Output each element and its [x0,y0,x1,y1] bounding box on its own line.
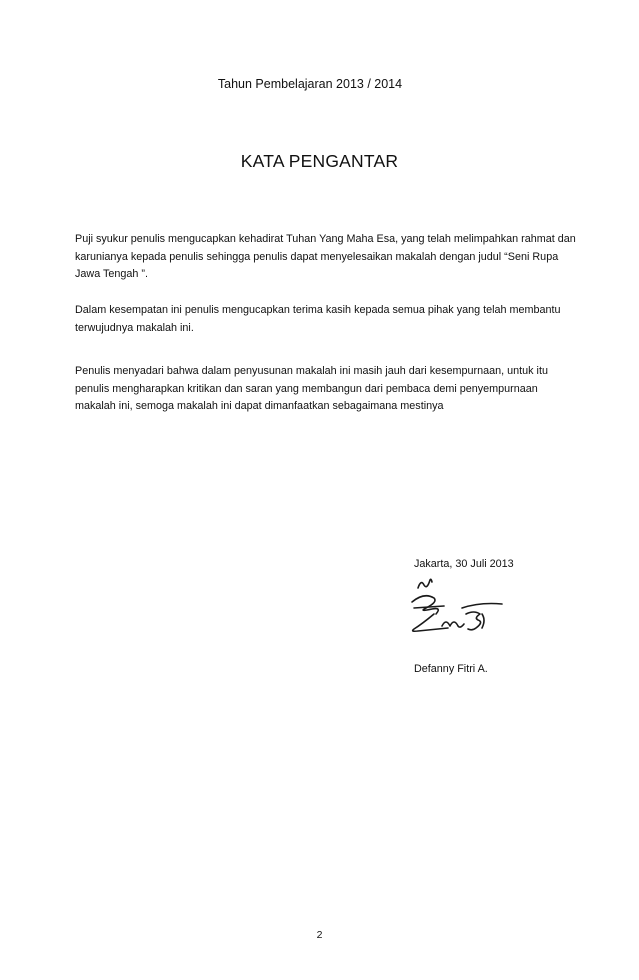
place-and-date: Jakarta, 30 Juli 2013 [414,558,514,570]
paragraph-gratitude [75,231,575,284]
paragraph-thanks [75,302,575,337]
page-title: KATA PENGANTAR [240,151,399,171]
paragraph-line: penulis mengharapkan kritikan dan saran yang membangun dari pembaca demi penyempurnaan [75,382,538,395]
paragraph-line: Penulis menyadari bahwa dalam penyusunan makalah ini masih jauh dari kesempurnaan, untuk itu [75,365,548,377]
paragraph-line: makalah ini, semoga makalah ini dapat dimanfaatkan sebagaimana mestinya [75,400,444,412]
paragraph-line: terwujudnya makalah ini. [75,321,194,334]
signer-name: Defanny Fitri A. [414,663,488,675]
paragraph-line: Jawa Tengah ”. [75,268,149,280]
paragraph-line: Puji syukur penulis mengucapkan kehadirat Tuhan Yang Maha Esa, yang telah melimpahkan rahmat dan [75,233,576,245]
page-number: 2 [316,929,323,941]
academic-year: Tahun Pembelajaran 2013 / 2014 [217,77,403,91]
paragraph-line: Dalam kesempatan ini penulis mengucapkan terima kasih kepada semua pihak yang telah membantu [75,304,561,316]
paragraph-closing-remarks [75,363,575,416]
signature-image [404,576,508,638]
paragraph-line: karunianya kepada penulis sehingga penulis dapat menyelesaikan makalah dengan judul “Seni Rupa [75,250,559,263]
